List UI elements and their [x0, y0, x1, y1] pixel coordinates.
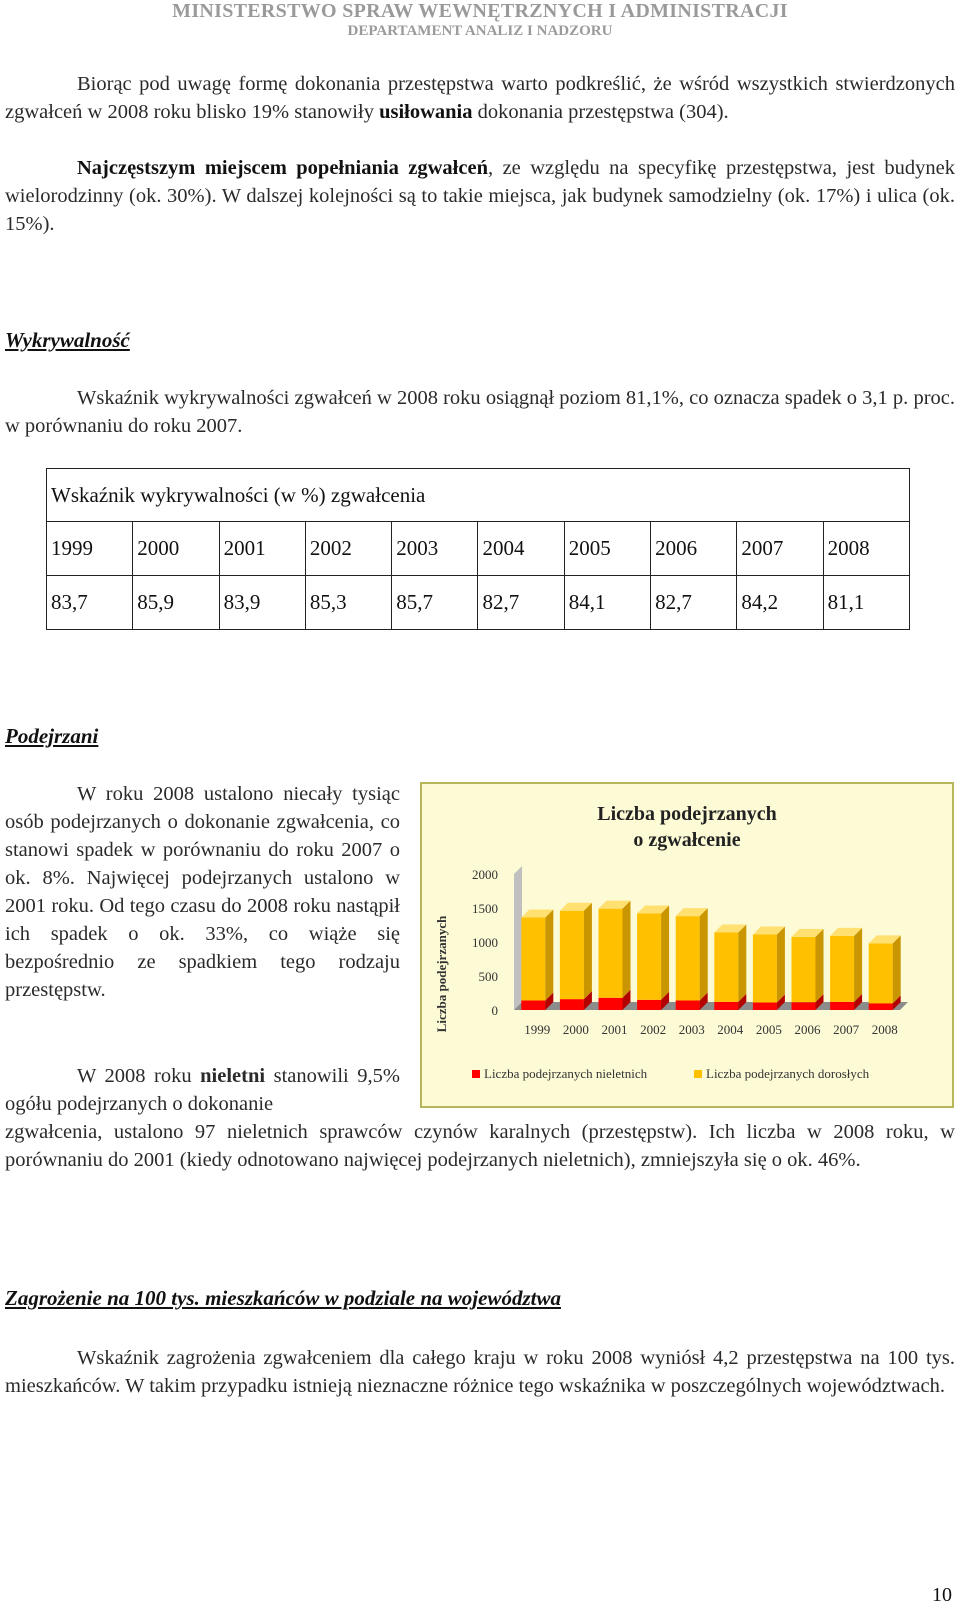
zagrozenie-paragraph: Wskaźnik zagrożenia zgwałceniem dla całego kraju w roku 2008 wyniósł 4,2 przestępstwa na 100 tys. mieszkańców. W takim przypadku istnieją nieznaczne różnice tego wskaźnika w poszczególnych województwach.: [5, 1347, 955, 1397]
bar-dorosli-side: [777, 927, 785, 1003]
year-cell: 2001: [219, 522, 305, 576]
value-cell: 83,7: [47, 576, 133, 630]
year-cell: 2000: [133, 522, 219, 576]
year-cell: 2003: [392, 522, 478, 576]
legend-label-dorosli: Liczba podejrzanych dorosłych: [706, 1066, 870, 1081]
chart-x-tick-label: 2000: [562, 1022, 589, 1037]
value-cell: 85,3: [305, 576, 391, 630]
chart-y-tick-label: 1000: [472, 935, 498, 950]
bar-dorosli: [599, 909, 623, 998]
legend-swatch-nieletni: [472, 1070, 480, 1078]
value-cell: 85,9: [133, 576, 219, 630]
ministry-header: MINISTERSTWO SPRAW WEWNĘTRZNYCH I ADMINISTRACJI: [172, 0, 788, 22]
bar-dorosli: [676, 916, 700, 1000]
year-cell: 1999: [47, 522, 133, 576]
bar-dorosli: [792, 937, 816, 1002]
bar-nieletni: [637, 1000, 661, 1010]
chart-x-tick-label: 2001: [601, 1022, 628, 1037]
chart-y-tick-label: 2000: [472, 867, 498, 882]
chart-y-axis-label: Liczba podejrzanych: [434, 915, 449, 1033]
value-cell: 83,9: [219, 576, 305, 630]
value-cell: 85,7: [392, 576, 478, 630]
bar-dorosli: [869, 943, 893, 1003]
suspects-chart: [420, 782, 954, 1108]
bar-dorosli: [560, 911, 584, 999]
bar-nieletni: [830, 1002, 854, 1010]
bar-nieletni: [714, 1002, 738, 1010]
bar-dorosli-side: [661, 905, 669, 999]
bar-dorosli: [521, 918, 545, 1001]
section-heading-podejrzani: Podejrzani: [5, 724, 99, 748]
year-cell: 2008: [823, 522, 909, 576]
podejrzani-paragraph-2b: zgwałcenia, ustalono 97 nieletnich sprawców czynów karalnych (przestępstw). Ich liczba w 2008 roku, w porównaniu do 2001 (kiedy odnotowano najwięcej podejrzanych nieletnich), zmniejszyła się o ok. 46%.: [5, 1121, 955, 1171]
detection-rate-table: [46, 468, 910, 630]
bar-dorosli-side: [545, 910, 553, 1001]
intro-paragraph-2: Najczęstszym miejscem popełniania zgwałceń, ze względu na specyfikę przestępstwa, jest budynek wielorodzinny (ok. 30%). W dalszej kolejności są to takie miejsca, jak budynek samodzielny (ok. 17%) i ulica (ok. 15%).: [5, 157, 955, 235]
year-cell: 2007: [737, 522, 823, 576]
page-number: 10: [932, 1584, 952, 1606]
bar-dorosli-side: [584, 903, 592, 999]
value-cell: 82,7: [478, 576, 564, 630]
value-cell: 84,1: [564, 576, 650, 630]
podejrzani-paragraph-2a: W 2008 roku nieletni stanowili 9,5% ogółu podejrzanych o dokonanie: [5, 1065, 400, 1115]
chart-y-tick-label: 0: [491, 1003, 498, 1018]
year-cell: 2006: [651, 522, 737, 576]
bar-dorosli-side: [700, 908, 708, 1000]
intro-paragraph-1: Biorąc pod uwagę formę dokonania przestępstwa warto podkreślić, że wśród wszystkich stwierdzonych zgwałceń w 2008 roku blisko 19% stanowiły usiłowania dokonania przestępstwa (304).: [5, 73, 955, 123]
chart-x-tick-label: 2005: [755, 1022, 782, 1037]
bar-nieletni: [560, 999, 584, 1010]
year-cell: 2004: [478, 522, 564, 576]
wykrywalnosc-paragraph: Wskaźnik wykrywalności zgwałceń w 2008 roku osiągnął poziom 81,1%, co oznacza spadek o 3,1 p. proc. w porównaniu do roku 2007.: [5, 387, 955, 437]
department-header: DEPARTAMENT ANALIZ I NADZORU: [347, 23, 613, 39]
bar-dorosli-side: [623, 901, 631, 998]
chart-x-tick-label: 2006: [794, 1022, 821, 1037]
value-cell: 84,2: [737, 576, 823, 630]
chart-x-tick-label: 1999: [524, 1022, 551, 1037]
bar-nieletni: [521, 1000, 545, 1010]
chart-x-tick-label: 2008: [871, 1022, 898, 1037]
bar-nieletni: [869, 1003, 893, 1010]
bar-dorosli-side: [816, 929, 824, 1002]
bar-dorosli-side: [854, 928, 862, 1002]
chart-title-line2: o zgwałcenie: [633, 829, 741, 851]
chart-left-wall: [514, 866, 522, 1010]
table-row-values: [47, 576, 910, 630]
bar-dorosli: [637, 913, 661, 999]
chart-y-tick-label: 500: [478, 969, 498, 984]
legend-label-nieletni: Liczba podejrzanych nieletnich: [484, 1066, 648, 1081]
bar-nieletni: [599, 998, 623, 1010]
chart-x-tick-label: 2007: [833, 1022, 860, 1037]
value-cell: 82,7: [651, 576, 737, 630]
podejrzani-paragraph-1: W roku 2008 ustalono niecały tysiąc osób podejrzanych o dokonanie zgwałcenia, co stanowi spadek w porównaniu do roku 2007 o ok. 8%. Najwięcej podejrzanych ustalono w 2001 roku. Od tego czasu do 2008 roku nastąpił ich spadek o ok. 33%, co wiąże się bezpośrednio ze spadkiem tego rodzaju przestępstw.: [5, 783, 400, 1001]
chart-y-tick-label: 1500: [472, 901, 498, 916]
chart-x-tick-label: 2002: [640, 1022, 667, 1037]
bar-dorosli-side: [738, 924, 746, 1001]
bar-dorosli-side: [893, 935, 901, 1003]
suspects-chart-svg: [422, 784, 952, 1106]
chart-x-tick-label: 2003: [678, 1022, 705, 1037]
bar-nieletni: [753, 1003, 777, 1010]
bar-dorosli: [830, 936, 854, 1002]
table-row-years: [47, 522, 910, 576]
bar-nieletni: [676, 1000, 700, 1010]
table-title: Wskaźnik wykrywalności (w %) zgwałcenia: [47, 469, 910, 522]
bar-dorosli: [714, 932, 738, 1001]
table-title-row: [47, 469, 910, 522]
chart-x-tick-label: 2004: [717, 1022, 744, 1037]
section-heading-zagrozenie: Zagrożenie na 100 tys. mieszkańców w podziale na województwa: [5, 1286, 561, 1310]
value-cell: 81,1: [823, 576, 909, 630]
year-cell: 2005: [564, 522, 650, 576]
bar-dorosli: [753, 935, 777, 1003]
year-cell: 2002: [305, 522, 391, 576]
bar-nieletni: [792, 1002, 816, 1010]
chart-title-line1: Liczba podejrzanych: [597, 803, 777, 825]
section-heading-wykrywalnosc: Wykrywalność: [5, 328, 130, 352]
legend-swatch-dorosli: [694, 1070, 702, 1078]
